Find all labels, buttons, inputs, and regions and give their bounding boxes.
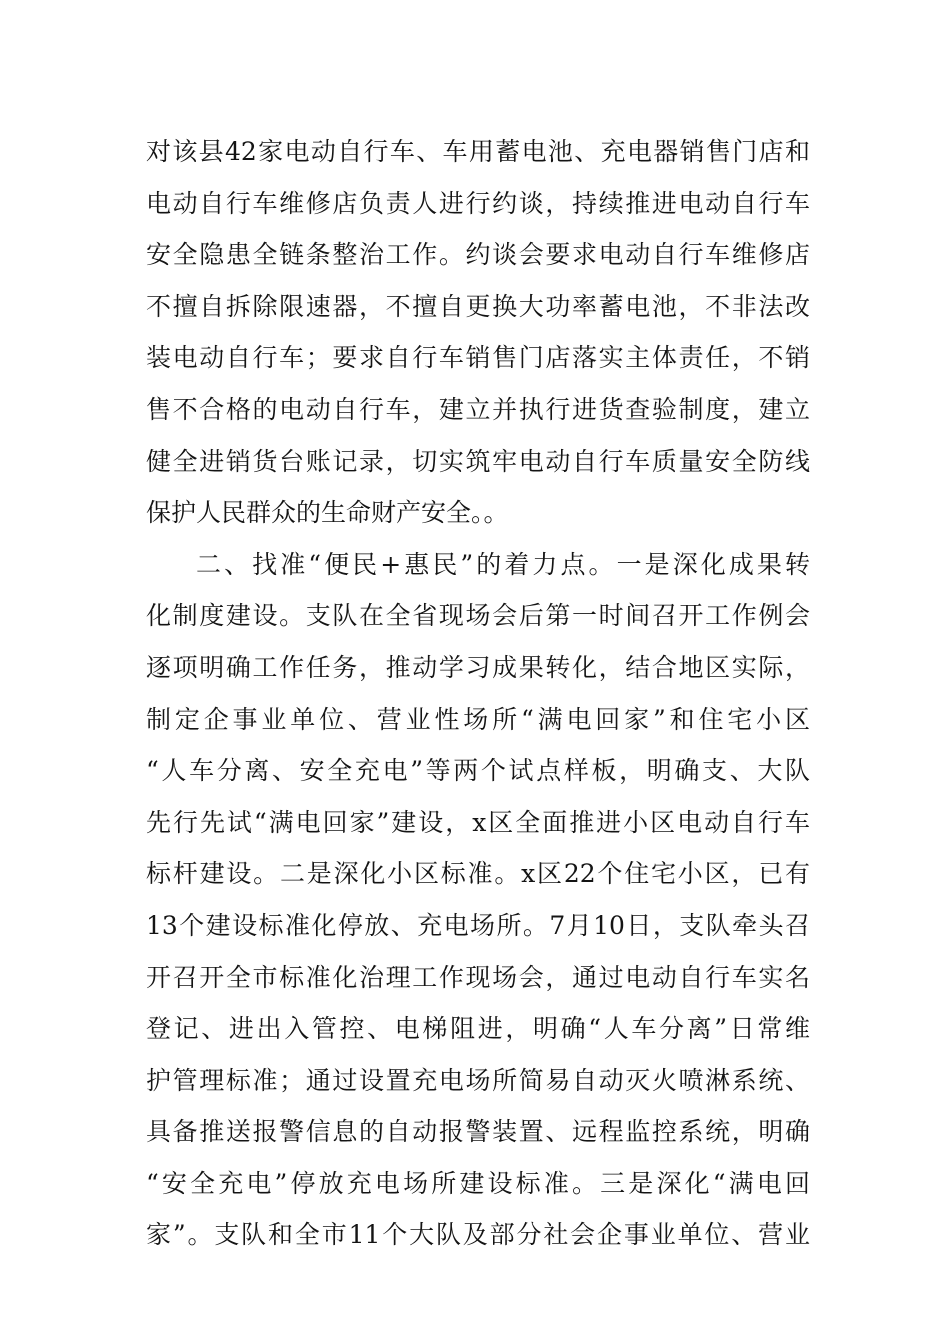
text-line: 家”。支队和全市11个大队及部分社会企事业单位、营业 <box>146 1220 810 1250</box>
text-line: 对该县42家电动自行车、车用蓄电池、充电器销售门店和 <box>146 137 810 166</box>
text-line: 护管理标准；通过设置充电场所简易自动灭火喷淋系统、 <box>146 1065 810 1095</box>
text-line: 先行先试“满电回家”建设，x区全面推进小区电动自行车 <box>146 807 810 837</box>
text-line: 开召开全市标准化治理工作现场会，通过电动自行车实名 <box>146 962 810 992</box>
document-body <box>146 126 810 1261</box>
text-line: 售不合格的电动自行车，建立并执行进货查验制度，建立 <box>146 394 810 424</box>
text-line: 13个建设标准化停放、充电场所。7月10日，支队牵头召 <box>146 910 810 940</box>
text-line: 标杆建设。二是深化小区标准。x区22个住宅小区，已有 <box>146 859 810 889</box>
text-line: 逐项明确工作任务，推动学习成果转化，结合地区实际， <box>146 652 810 682</box>
text-line: “安全充电”停放充电场所建设标准。三是深化“满电回 <box>146 1168 810 1198</box>
paragraph-1 <box>146 126 810 539</box>
text-line: “人车分离、安全充电”等两个试点样板，明确支、大队 <box>146 756 810 786</box>
text-line: 保护人民群众的生命财产安全。。 <box>146 498 509 528</box>
text-line: 电动自行车维修店负责人进行约谈，持续推进电动自行车 <box>146 188 810 218</box>
text-line: 健全进销货台账记录，切实筑牢电动自行车质量安全防线 <box>146 446 810 476</box>
text-line: 具备推送报警信息的自动报警装置、远程监控系统，明确 <box>146 1117 810 1147</box>
text-line: 登记、进出入管控、电梯阻进，明确“人车分离”日常维 <box>146 1014 810 1044</box>
text-line: 化制度建设。支队在全省现场会后第一时间召开工作例会 <box>146 601 810 631</box>
text-line: 不擅自拆除限速器，不擅自更换大功率蓄电池，不非法改 <box>146 291 810 321</box>
text-line: 二、找准“便民+惠民”的着力点。一是深化成果转 <box>196 549 810 579</box>
text-line: 制定企事业单位、营业性场所“满电回家”和住宅小区 <box>146 704 810 734</box>
paragraph-2 <box>146 539 810 1261</box>
text-line: 装电动自行车；要求自行车销售门店落实主体责任，不销 <box>146 343 810 373</box>
text-line: 安全隐患全链条整治工作。约谈会要求电动自行车维修店 <box>146 240 810 270</box>
